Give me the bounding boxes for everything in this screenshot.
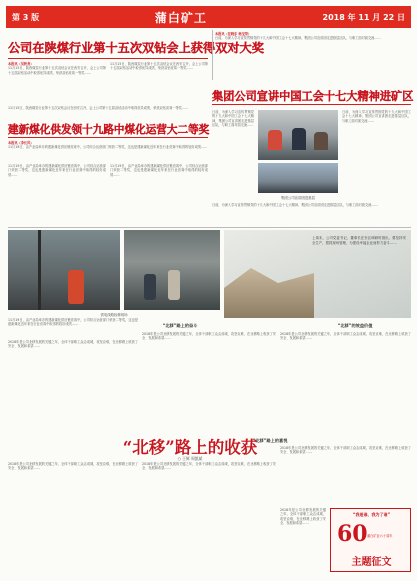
masthead: 蒲白矿工	[154, 10, 207, 25]
feature-col1	[8, 340, 138, 432]
article4-text: 11月19日，由产业局举办的建新煤化供应链竞赛中，公司综合运营部门荣获二等奖，这也是建新煤化近年来在行业竞赛中取得的较好成绩……	[8, 145, 208, 150]
feature-col2b	[142, 462, 276, 572]
article4-byline: 本报讯（李长风）	[8, 141, 34, 145]
lecture-photo	[258, 163, 338, 193]
article4-lead	[8, 141, 208, 163]
page-header	[6, 6, 411, 28]
poem-panel	[224, 230, 411, 318]
article2-byline: 本报讯（任晓东 杨宝荣）	[215, 32, 252, 36]
article2-text: 日前，为深入学习宣传贯彻党的十九大和中国工会十七大精神，集团公司宣讲团走进基层区队，与职工面对面交流……	[212, 203, 378, 207]
article3-footer-text	[212, 203, 411, 221]
article1-body: 11月15日，陕西煤炭行业第十五次双钻会议在西安召开，会上公司第十五届双钻活动中取得优异成绩，荣获双钻竞赛一等奖……	[8, 66, 106, 75]
article3-headline: 集团公司宣讲中国工会十七大精神进矿区	[212, 90, 414, 103]
worker-figure	[168, 270, 180, 300]
worker-figure	[144, 274, 156, 300]
article4-headline: 建新煤化供发领十九路中煤化运营大二等奖	[8, 124, 210, 136]
feature-text: 2018年是公司北移发展的关键之年，全体干部职工众志成城，攻坚克难，在北移路上收获了安全、发展和希望……	[280, 508, 326, 525]
article5-photo-caption: 供电线路检修现场	[100, 313, 128, 317]
feature-kicker: “北移”路上的收获	[122, 438, 258, 457]
feature-col-head-2: “北移”路上的喜悦	[252, 438, 288, 443]
article1-body-col2	[110, 62, 208, 104]
divider	[212, 104, 411, 105]
article4-text: 11月19日，由产业局举办的建新煤化供应链竞赛中，公司综合运营部门荣获二等奖，这也是建新煤化近年来在行业竞赛中取得的较好成绩……	[8, 164, 106, 177]
feature-col2	[142, 332, 276, 424]
feature-text: 2018年是公司北移发展的关键之年，全体干部职工众志成城，攻坚克难，在北移路上收获了安全、发展和希望……	[8, 340, 138, 349]
promo-title: 主题征文	[351, 557, 392, 568]
article5-text-left	[8, 318, 138, 338]
feature-text: 2018年是公司北移发展的关键之年，全体干部职工众志成城，攻坚克难，在北移路上收获了安全、发展和希望……	[8, 462, 138, 471]
essay-contest-box	[330, 508, 411, 572]
feature-col1b	[8, 462, 138, 572]
article2-body	[215, 32, 410, 78]
poem-text	[312, 236, 406, 314]
divider	[8, 137, 208, 138]
article1-headline: 公司在陕煤行业第十五次双钻会上获得双对大奖	[8, 41, 264, 55]
person-figure	[268, 130, 282, 150]
landscape-decoration	[224, 268, 314, 318]
article3-caption: 集团公司宣讲团进基层	[281, 196, 315, 200]
article2-text: 日前，为深入学习宣传贯彻党的十九大和中国工会十七大精神，集团公司宣讲团走进基层区队，与职工面对面交流……	[342, 110, 411, 123]
feature-col3	[280, 332, 411, 424]
article3-body	[342, 110, 411, 205]
poem-body: 上周末，公司党委书记、董事长在东区调研时指出，要坚持安全生产，狠抓现场管理，为建设幸福企业而努力奋斗……	[312, 236, 406, 245]
article4-col2	[110, 164, 208, 226]
feature-col-head-3: “北移”的效益价值	[337, 323, 373, 328]
issue-date: 2018 年 11 月 22 日	[322, 12, 405, 22]
feature-col-head-1: “北移”路上的奋斗	[162, 323, 198, 328]
feature-text: 2018年是公司北移发展的关键之年，全体干部职工众志成城，攻坚克难，在北移路上收获了安全、发展和希望……	[142, 462, 276, 471]
divider	[8, 58, 208, 59]
article3-side-text	[212, 110, 254, 205]
article2-text: 日前，为深入学习宣传贯彻党的十九大和中国工会十七大精神，集团公司宣讲团走进基层区队，与职工面对面交流……	[215, 36, 381, 41]
divider	[8, 227, 411, 228]
anniversary-logo: 60	[337, 521, 368, 547]
article1-continued	[8, 106, 208, 116]
article1-byline: 本报讯（吴秋育）	[8, 62, 34, 66]
page-number: 第 3 版	[12, 12, 40, 22]
divider	[212, 30, 213, 80]
work-photo	[124, 230, 220, 310]
feature-byline: ○ 王辉 周凯斌	[177, 456, 203, 461]
field-photo	[8, 230, 120, 310]
feature-col3c	[280, 508, 326, 572]
article4-text: 11月19日，由产业局举办的建新煤化供应链竞赛中，公司综合运营部门荣获二等奖，这也是建新煤化近年来在行业竞赛中取得的较好成绩……	[110, 164, 208, 177]
article1-body: 11月15日，陕西煤炭行业第十五次双钻会议在西安召开，会上公司第十五届双钻活动中取得优异成绩，荣获双钻竞赛一等奖……	[110, 62, 208, 71]
article2-text: 日前，为深入学习宣传贯彻党的十九大和中国工会十七大精神，集团公司宣讲团走进基层区队，与职工面对面交流……	[212, 110, 254, 127]
article1-body: 11月15日，陕西煤炭行业第十五次双钻会议在西安召开，会上公司第十五届双钻活动中取得优异成绩，荣获双钻竞赛一等奖……	[8, 106, 189, 110]
article4-text: 11月19日，由产业局举办的建新煤化供应链竞赛中，公司综合运营部门荣获二等奖，这也是建新煤化近年来在行业竞赛中取得的较好成绩……	[8, 318, 138, 327]
meeting-photo	[258, 110, 338, 160]
feature-text: 2018年是公司北移发展的关键之年，全体干部职工众志成城，攻坚克难，在北移路上收获了安全、发展和希望……	[142, 332, 276, 341]
promo-quote: “我是谁、我为了谁”	[352, 512, 391, 517]
feature-text: 2018年是公司北移发展的关键之年，全体干部职工众志成城，攻坚克难，在北移路上收获了安全、发展和希望……	[280, 446, 411, 455]
utility-pole	[38, 230, 41, 310]
worker-figure	[68, 270, 84, 304]
person-figure	[314, 132, 328, 150]
feature-col3b	[280, 446, 411, 506]
promo-subtitle: 蒲白矿业六十周年	[367, 534, 393, 538]
person-figure	[292, 128, 306, 150]
article1-body-col1	[8, 62, 106, 104]
article4-col1	[8, 164, 106, 226]
feature-text: 2018年是公司北移发展的关键之年，全体干部职工众志成城，攻坚克难，在北移路上收获了安全、发展和希望……	[280, 332, 411, 341]
